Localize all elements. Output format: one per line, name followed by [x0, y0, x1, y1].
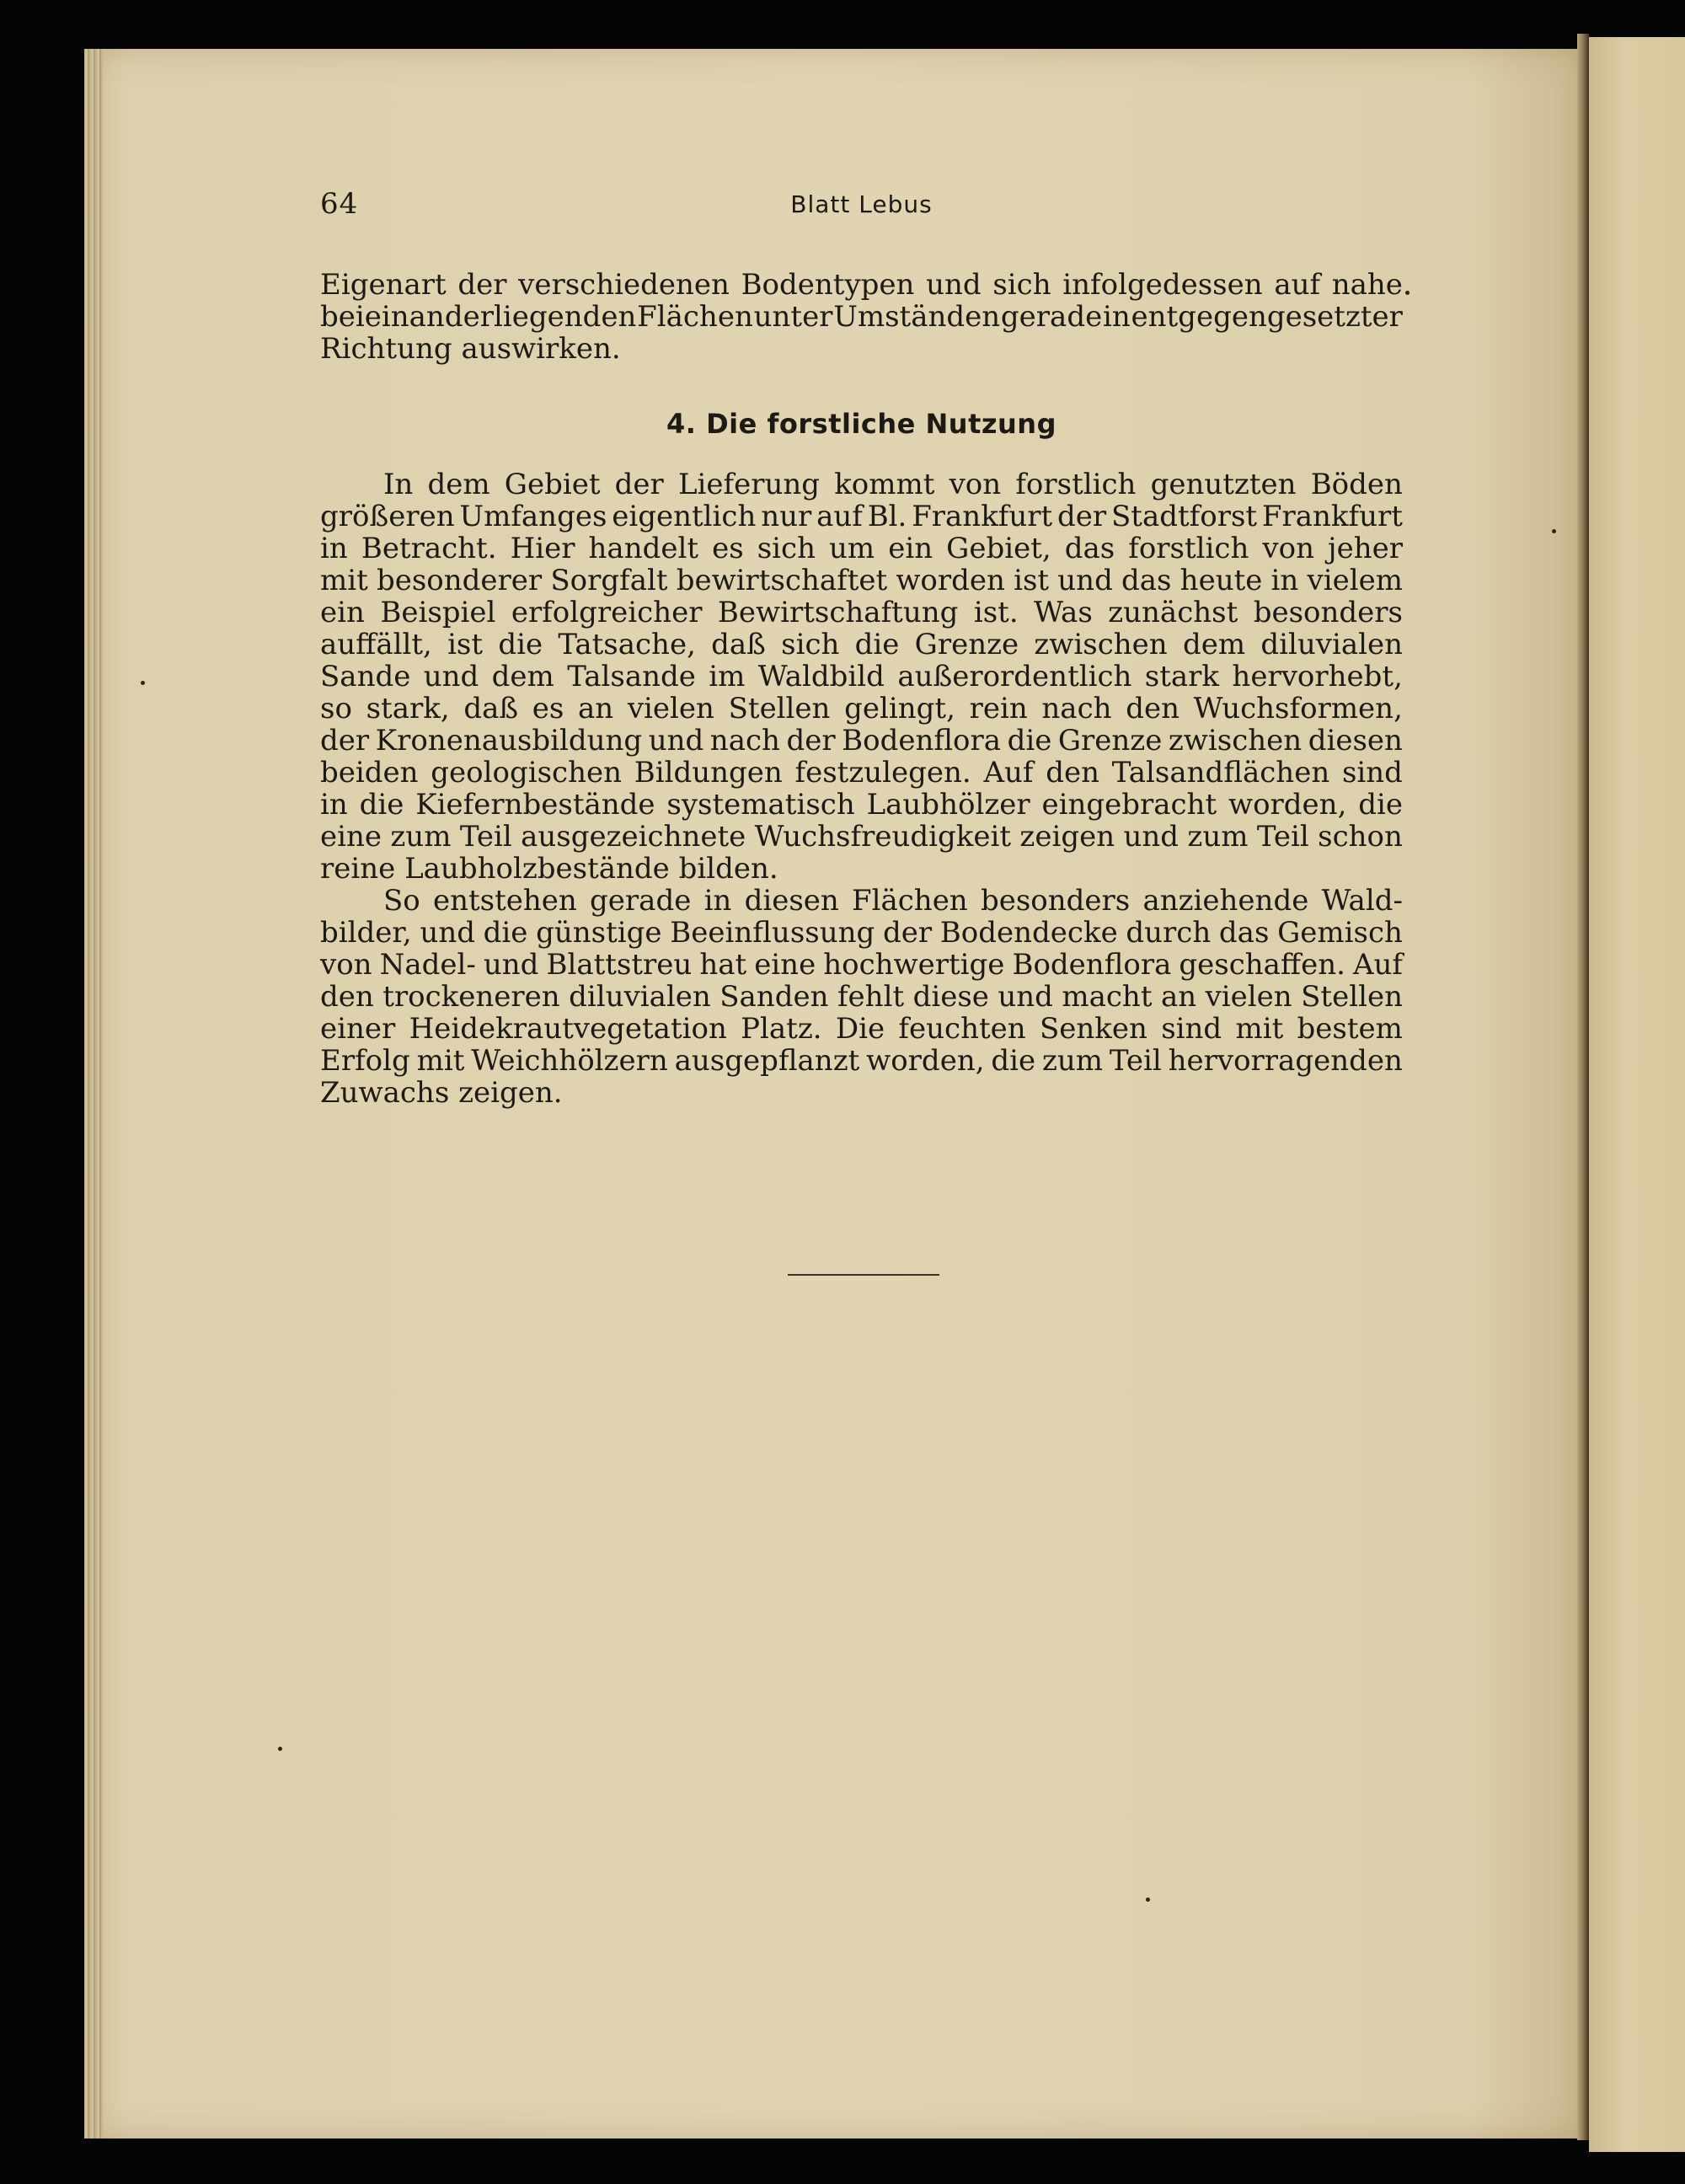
text-line: Eigenart der verschiedenen Bodentypen und sich infolgedessen auf nahe	[320, 268, 1403, 302]
text-line: eine zum Teil ausgezeichnete Wuchsfreudigkeit zeigen und zum Teil schon	[320, 820, 1403, 854]
paper-speck	[1146, 1898, 1150, 1902]
text-line: von Nadel- und Blattstreu hat eine hochwertige Bodenflora geschaffen. Auf	[320, 948, 1403, 982]
text-line: beiden geologischen Bildungen festzulegen. Auf den Talsandflächen sind	[320, 756, 1403, 790]
book-gutter	[1577, 34, 1589, 2140]
text-line: in Betracht. Hier handelt es sich um ein Gebiet, das forstlich von jeher	[320, 532, 1403, 565]
page-stack-edge	[84, 49, 103, 2138]
paper-speck	[1552, 529, 1556, 533]
page-number: 64	[320, 187, 359, 221]
paper-speck	[141, 681, 145, 685]
text-line: den trockeneren diluvialen Sanden fehlt diese und macht an vielen Stellen	[320, 980, 1403, 1014]
text-line: In dem Gebiet der Lieferung kommt von forstlich genutzten Böden	[383, 468, 1403, 501]
section-heading: 4. Die forstliche Nutzung	[666, 408, 1056, 440]
text-line: Erfolg mit Weichhölzern ausgepflanzt worden, die zum Teil hervorragenden	[320, 1044, 1403, 1078]
paper-speck	[1405, 291, 1410, 295]
text-line: einer Heidekrautvegetation Platz. Die feuchten Senken sind mit bestem	[320, 1012, 1403, 1046]
text-line: der Kronenausbildung und nach der Bodenflora die Grenze zwischen diesen	[320, 724, 1403, 757]
text-line: in die Kiefernbestände systematisch Laubhölzer eingebracht worden, die	[320, 788, 1403, 822]
running-head	[320, 187, 1403, 229]
text-line: Richtung auswirken.	[320, 332, 621, 366]
text-line: Zuwachs zeigen.	[320, 1076, 563, 1110]
text-line: mit besonderer Sorgfalt bewirtschaftet worden ist und das heute in vielem	[320, 564, 1403, 597]
text-line: reine Laubholzbestände bilden.	[320, 852, 778, 886]
text-line: ein Beispiel erfolgreicher Bewirtschaftung ist. Was zunächst besonders	[320, 596, 1403, 629]
text-line: auffällt, ist die Tatsache, daß sich die Grenze zwischen dem diluvialen	[320, 628, 1403, 661]
text-line: bilder, und die günstige Beeinflussung der Bodendecke durch das Gemisch	[320, 916, 1403, 950]
text-line: Sande und dem Talsande im Waldbild außerordentlich stark hervorhebt,	[320, 660, 1403, 693]
facing-page-edge	[1589, 37, 1685, 2152]
text-line: beieinanderliegenden Flächen unter Umständen gerade in entgegengesetzter	[320, 300, 1403, 334]
text-line: so stark, daß es an vielen Stellen gelingt, rein nach den Wuchsformen,	[320, 692, 1403, 725]
section-end-rule	[788, 1274, 939, 1276]
running-title: Blatt Lebus	[790, 190, 933, 218]
text-line: So entstehen gerade in diesen Flächen besonders anziehende Wald-	[383, 884, 1403, 918]
text-line: größeren Umfanges eigentlich nur auf Bl. Frankfurt der Stadtforst Frankfurt	[320, 500, 1403, 533]
paper-speck	[278, 1747, 282, 1751]
